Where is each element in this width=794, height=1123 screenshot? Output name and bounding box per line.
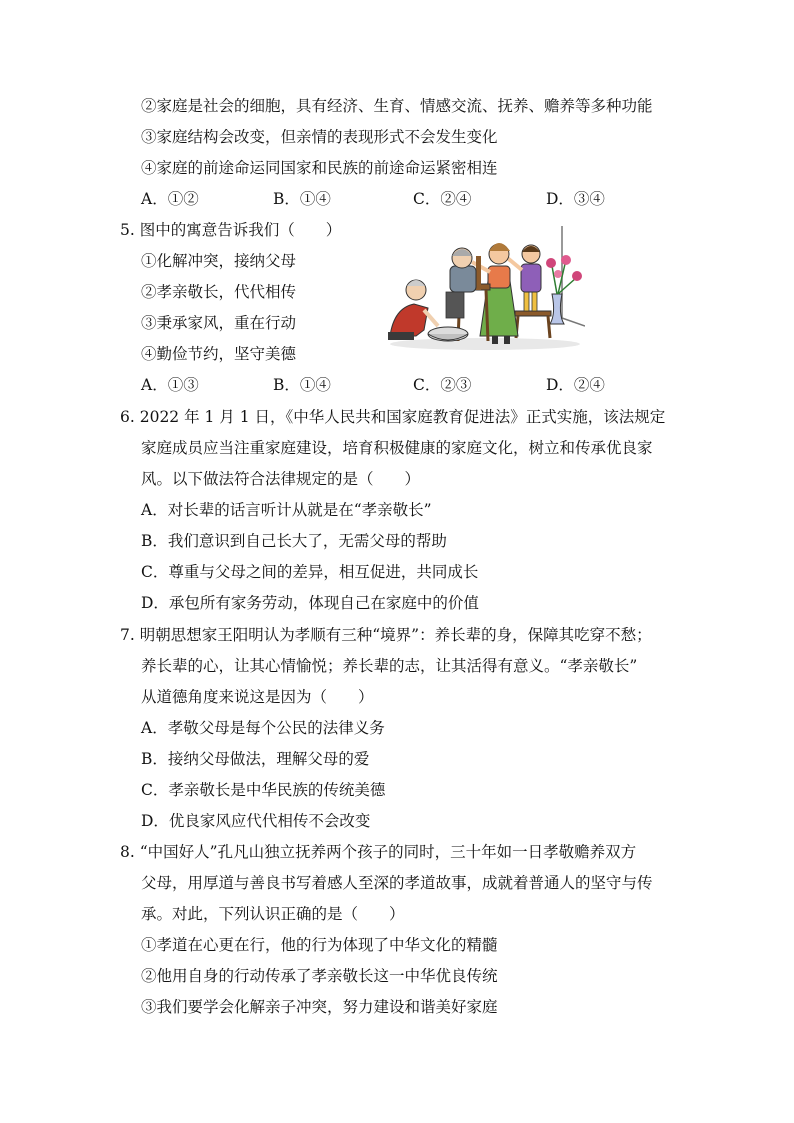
q6-stem-line-3: 风。以下做法符合法律规定的是（ ）: [141, 470, 421, 488]
q5-option-c[interactable]: C．②③: [413, 376, 472, 394]
q7-option-c[interactable]: C．孝亲敬长是中华民族的传统美德: [141, 781, 386, 799]
q6-option-c[interactable]: C．尊重与父母之间的差异，相互促进，共同成长: [141, 563, 479, 581]
q5-stem: 5. 图中的寓意告诉我们（ ）: [120, 221, 342, 239]
q4-statement-3: ③家庭结构会改变，但亲情的表现形式不会发生变化: [141, 128, 498, 146]
q8-stem-line-1: 8. “中国好人”孔凡山独立抚养两个孩子的同时，三十年如一日孝敬赡养双方: [120, 843, 637, 861]
q6-option-b[interactable]: B．我们意识到自己长大了，无需父母的帮助: [141, 532, 447, 550]
q6-stem-line-1: 6. 2022 年 1 月 1 日，《中华人民共和国家庭教育促进法》正式实施，该法规定: [120, 408, 666, 426]
q7-option-a[interactable]: A．孝敬父母是每个公民的法律义务: [141, 719, 385, 737]
q4-option-b[interactable]: B．①④: [273, 190, 331, 208]
q7-option-d[interactable]: D．优良家风应代代相传不会改变: [141, 812, 371, 830]
q7-stem-line-1: 7. 明朝思想家王阳明认为孝顺有三种“境界”：养长辈的身，保障其吃穿不愁；: [120, 626, 652, 644]
q7-stem-line-2: 养长辈的心，让其心情愉悦；养长辈的志，让其活得有意义。“孝亲敬长”: [141, 657, 638, 675]
q8-stem-line-2: 父母，用厚道与善良书写着感人至深的孝道故事，成就着普通人的坚守与传: [141, 874, 653, 892]
q5-statement-4: ④勤俭节约，坚守美德: [141, 345, 297, 363]
q8-statement-2: ②他用自身的行动传承了孝亲敬长这一中华优良传统: [141, 967, 498, 985]
q5-statement-3: ③秉承家风，重在行动: [141, 314, 297, 332]
q4-option-a[interactable]: A．①②: [141, 190, 199, 208]
q4-statement-4: ④家庭的前途命运同国家和民族的前途命运紧密相连: [141, 159, 498, 177]
q4-option-d[interactable]: D．③④: [546, 190, 605, 208]
q6-stem-line-2: 家庭成员应当注重家庭建设，培育积极健康的家庭文化，树立和传承优良家: [141, 439, 653, 457]
q5-statement-1: ①化解冲突，接纳父母: [141, 252, 297, 270]
q8-statement-1: ①孝道在心更在行，他的行为体现了中华文化的精髓: [141, 936, 498, 954]
q5-option-a[interactable]: A．①③: [141, 376, 199, 394]
q4-option-c[interactable]: C．②④: [413, 190, 472, 208]
q5-option-b[interactable]: B．①④: [273, 376, 331, 394]
q8-statement-3: ③我们要学会化解亲子冲突，努力建设和谐美好家庭: [141, 998, 498, 1016]
q7-stem-line-3: 从道德角度来说这是因为（ ）: [141, 688, 374, 706]
q8-stem-line-3: 承。对此，下列认识正确的是（ ）: [141, 905, 405, 923]
q6-option-d[interactable]: D．承包所有家务劳动，体现自己在家庭中的价值: [141, 594, 479, 612]
q5-statement-2: ②孝亲敬长，代代相传: [141, 283, 297, 301]
q4-statement-2: ②家庭是社会的细胞，具有经济、生育、情感交流、抚养、赡养等多种功能: [141, 97, 653, 115]
family-generations-illustration: [380, 226, 585, 354]
q7-option-b[interactable]: B．接纳父母做法，理解父母的爱: [141, 750, 370, 768]
q6-option-a[interactable]: A．对长辈的话言听计从就是在“孝亲敬长”: [141, 501, 432, 519]
q5-option-d[interactable]: D．②④: [546, 376, 605, 394]
